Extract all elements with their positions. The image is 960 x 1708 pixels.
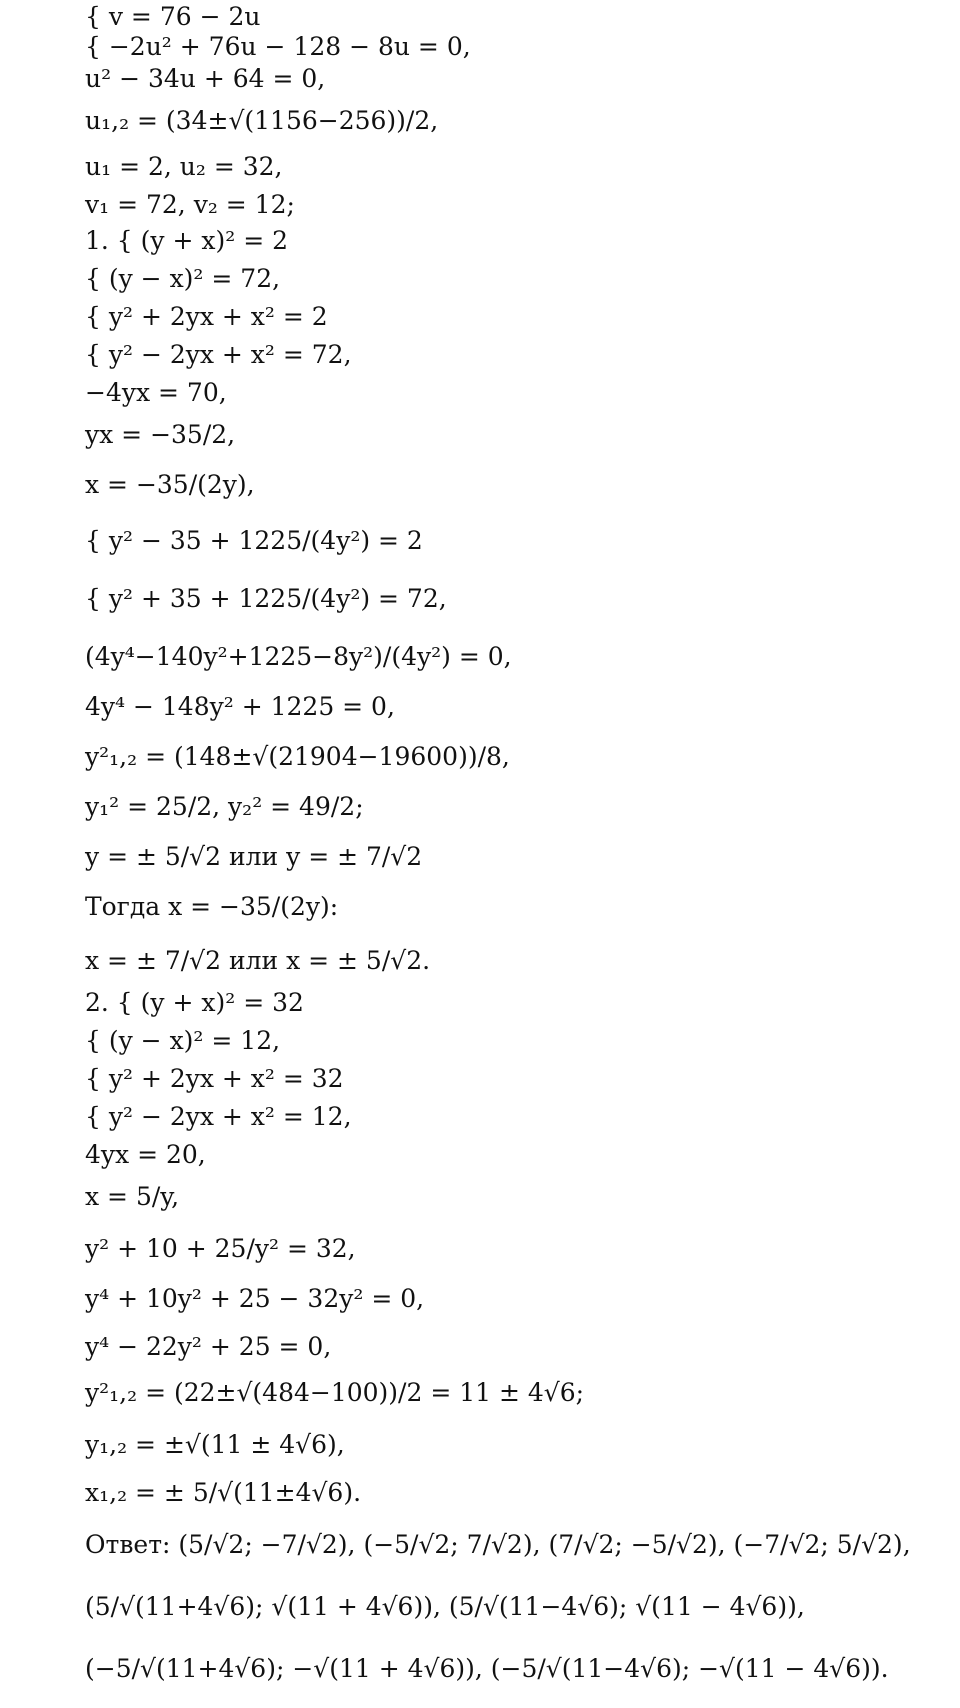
equation-line: x = 5/y, — [85, 1182, 180, 1211]
equation-line: v₁ = 72, v₂ = 12; — [85, 190, 295, 219]
equation-line: y = ± 5/√2 или y = ± 7/√2 — [85, 842, 423, 871]
equation-line: −4yx = 70, — [85, 378, 227, 407]
equation-line: y⁴ − 22y² + 25 = 0, — [85, 1332, 332, 1361]
equation-line: y⁴ + 10y² + 25 − 32y² = 0, — [85, 1284, 425, 1313]
equation-line: y²₁,₂ = (22±√(484−100))/2 = 11 ± 4√6; — [85, 1378, 585, 1407]
equation-line: 2. { (y + x)² = 32 — [85, 988, 304, 1017]
answer-line: (−5/√(11+4√6); −√(11 + 4√6)), (−5/√(11−4√6); −√(11 − 4√6)). — [85, 1654, 889, 1683]
equation-line: y₁,₂ = ±√(11 ± 4√6), — [85, 1430, 345, 1459]
equation-line: yx = −35/2, — [85, 420, 236, 449]
equation-line: y₁² = 25/2, y₂² = 49/2; — [85, 792, 364, 821]
equation-line: { y² + 2yx + x² = 2 — [85, 302, 328, 331]
equation-line: u² − 34u + 64 = 0, — [85, 64, 326, 93]
equation-line: 4y⁴ − 148y² + 1225 = 0, — [85, 692, 395, 721]
equation-line: { v = 76 − 2u — [85, 2, 261, 31]
equation-line: y²₁,₂ = (148±√(21904−19600))/8, — [85, 742, 510, 771]
equation-line: 1. { (y + x)² = 2 — [85, 226, 288, 255]
equation-line: u₁,₂ = (34±√(1156−256))/2, — [85, 106, 439, 135]
equation-line: { −2u² + 76u − 128 − 8u = 0, — [85, 32, 471, 61]
answer-line: (5/√(11+4√6); √(11 + 4√6)), (5/√(11−4√6); √(11 − 4√6)), — [85, 1592, 805, 1621]
equation-line: { (y − x)² = 72, — [85, 264, 281, 293]
equation-line: (4y⁴−140y²+1225−8y²)/(4y²) = 0, — [85, 642, 512, 671]
equation-line: { (y − x)² = 12, — [85, 1026, 281, 1055]
equation-line: x = −35/(2y), — [85, 470, 255, 499]
equation-line: { y² + 2yx + x² = 32 — [85, 1064, 344, 1093]
equation-line: u₁ = 2, u₂ = 32, — [85, 152, 283, 181]
equation-line: { y² + 35 + 1225/(4y²) = 72, — [85, 584, 447, 613]
equation-line: Тогда x = −35/(2y): — [85, 892, 339, 921]
equation-line: x = ± 7/√2 или x = ± 5/√2. — [85, 946, 431, 975]
answer-line: Ответ: (5/√2; −7/√2), (−5/√2; 7/√2), (7/√2; −5/√2), (−7/√2; 5/√2), — [85, 1530, 911, 1559]
equation-line: 4yx = 20, — [85, 1140, 206, 1169]
equation-line: { y² − 35 + 1225/(4y²) = 2 — [85, 526, 423, 555]
equation-line: { y² − 2yx + x² = 12, — [85, 1102, 352, 1131]
equation-line: { y² − 2yx + x² = 72, — [85, 340, 352, 369]
equation-line: x₁,₂ = ± 5/√(11±4√6). — [85, 1478, 362, 1507]
equation-line: y² + 10 + 25/y² = 32, — [85, 1234, 356, 1263]
